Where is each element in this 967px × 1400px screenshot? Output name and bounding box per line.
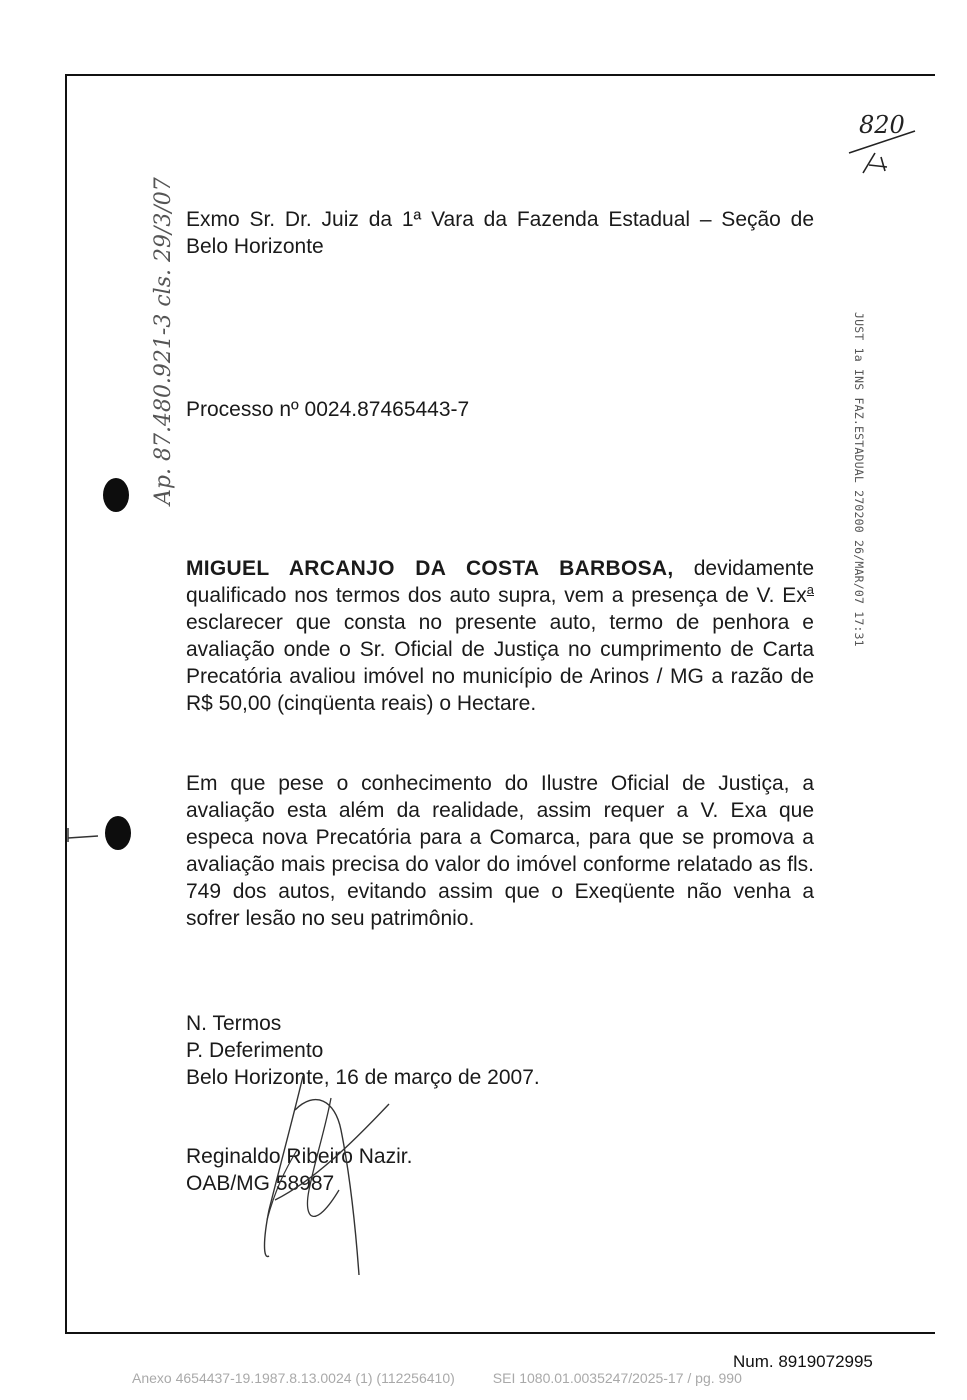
signature	[255, 1070, 405, 1290]
punch-hole-top	[103, 478, 129, 512]
sei-reference: SEI 1080.01.0035247/2025-17 / pg. 990	[492, 1370, 742, 1386]
margin-handwriting	[70, 110, 176, 510]
paragraph-1-text: devidamente qualificado nos termos dos auto supra, vem a presença de V. Ex	[186, 557, 814, 607]
paragraph-1-end: esclarecer que consta no presente auto, termo de penhora e avaliação onde o Sr. Oficial de Justiça no cumprimento de Carta Precatória avaliou imóvel no município de Arinos / MG a razão de R$ 50,00 (cinqüenta reais) o Hectare.	[186, 611, 814, 715]
signer-name: Reginaldo Ribeiro Nazir.	[186, 1145, 413, 1168]
superscript-a: a	[806, 582, 814, 597]
closing-line-1: N. Termos	[186, 1012, 282, 1035]
footer-reference	[132, 1370, 780, 1386]
svg-text:820: 820	[859, 111, 905, 139]
protocol-stamp: JUST 1a INS FAZ.ESTADUAL 270200 26/MAR/07 17:31	[852, 312, 866, 647]
annex-reference: Anexo 4654437-19.1987.8.13.0024 (1) (112256410)	[132, 1370, 455, 1386]
punch-hole-bottom	[105, 816, 131, 850]
addressee: Exmo Sr. Dr. Juiz da 1ª Vara da Fazenda Estadual – Seção de Belo Horizonte	[186, 208, 814, 258]
signer-oab: OAB/MG 58987	[186, 1172, 335, 1195]
closing-line-2: P. Deferimento	[186, 1039, 324, 1062]
petition-paragraph-1	[186, 555, 814, 717]
place-date: Belo Horizonte, 16 de março de 2007.	[186, 1066, 540, 1089]
petition-paragraph-2: Em que pese o conhecimento do Ilustre Oficial de Justiça, a avaliação esta além da realidade, assim requer a V. Exa que especa nova Precatória para a Comarca, para que se promova a avaliação mais precisa do valor do imóvel conforme relatado as fls. 749 dos autos, evitando assim que o Exeqüente não venha a sofrer lesão no seu patrimônio.	[186, 772, 814, 930]
svg-text:Ap. 87.480.921-3 cls. 29/3/07: Ap. 87.480.921-3 cls. 29/3/07	[151, 177, 176, 505]
party-name: MIGUEL ARCANJO DA COSTA BARBOSA,	[186, 557, 674, 580]
folio-handwriting	[845, 105, 925, 180]
process-number: Processo nº 0024.87465443-7	[186, 398, 470, 421]
margin-tick	[66, 820, 106, 860]
document-number: Num. 8919072995	[733, 1352, 873, 1371]
